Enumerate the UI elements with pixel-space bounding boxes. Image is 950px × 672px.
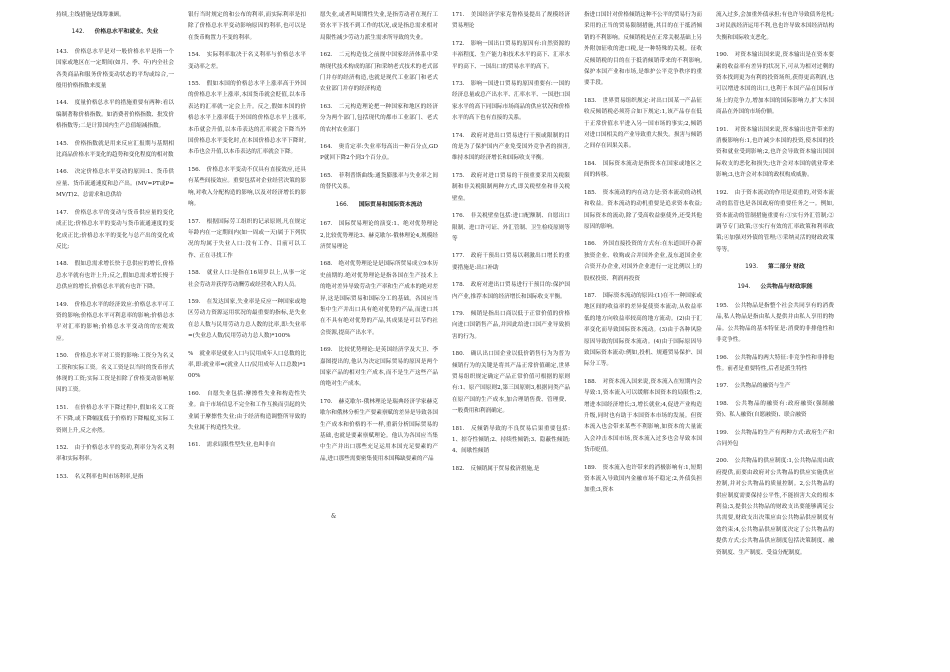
text-column-3 [320, 10, 438, 672]
paragraph-text: 对资本输出国来说,资本输出是在资本要素的收益率有差异的状况下,可从为相对过剩的资本找到更为有利的投资场所,获得更高利润,也可以增进本国的出口,也利于本国产品在国际市场上的竞争力,增加本国的国际影响力,扩大本国商品在外国的市场份额。 [716, 52, 834, 116]
paragraph-text: 第二部分 财政 [768, 264, 805, 271]
paragraph-number: 162. [320, 52, 333, 59]
paragraph-text: 确认出口国企业以低价销售行为为普为倾销行为的关键是将其产品正常价值确定,世界贸易组织规定确定产品正常价值可根据的原则有:1、原产国原则2,第三国原则3,根据同类产品在原产国的生产成本,加合理销售费、管理费、一般费用和利润确定。 [452, 351, 570, 415]
paragraph-text: 世界贸易组织规定:对出口国某一产品征收反倾销税必须符合如下规定:1,该产品存在低于正常价值水平进入另一国市场的事实;2,倾销对进口国相关的产业导致重大损失。损害与倾销之间存在因果关系。 [584, 97, 702, 150]
text-column-4 [452, 10, 570, 672]
paragraph-number: 164. [320, 144, 333, 151]
paragraph-text: 由于价格总水平的变动,利率分为名义利率和实际利率。 [56, 445, 174, 463]
numbered-paragraph [188, 79, 306, 159]
numbered-paragraph [452, 251, 570, 274]
numbered-paragraph [188, 389, 306, 435]
numbered-paragraph [584, 463, 702, 497]
paragraph-number: 149. [56, 301, 69, 308]
paragraph-text: 美国经济学家克鲁格曼提出了规模经济贸易理论 [452, 12, 570, 30]
continued-paragraph [320, 10, 438, 44]
paragraph-number: 171. [452, 12, 465, 18]
numbered-paragraph [716, 125, 834, 182]
continued-paragraph [716, 10, 834, 44]
paragraph-number: 176. [452, 213, 465, 220]
paragraph-number: 197. [716, 383, 729, 390]
numbered-paragraph [188, 217, 306, 263]
paragraph-text: 菲利普斯曲线:通货膨胀率与失业率之间的替代关系。 [320, 172, 438, 191]
paragraph-text: 影响一国进口贸易的原因重要有:一国的经济总量或总产出水平、汇率水平、一国进口国家水平的高下同国际市场商品的供应状况和价格水平的高下也有直接的关系。 [452, 81, 570, 122]
paragraph-text: 绝对优势理论是是国际所贸易成立9本历史前期的.绝对优势理论是指各国在生产技术上的绝对差异导致劳动生产率和生产成本的绝对差异,这是国际贸易和国际分工的基础。各国应当集中生产并出口具有绝对优势的产品,而进口其在不具有绝对优势的产品,其成果是可以节约社会资源,提高产出水平。 [320, 261, 438, 336]
paragraph-number: 150. [56, 353, 69, 360]
paragraph-number: 167. [320, 221, 333, 228]
paragraph-number: 195. [716, 302, 729, 309]
numbered-paragraph [584, 291, 702, 371]
numbered-paragraph [320, 102, 438, 136]
paragraph-number: 196. [716, 354, 729, 361]
paragraph-text: 资本流入也许带来的消极影响有:1,短期资本流入导致国内金融市场不稳定;2,外债负担加重;3,资本 [584, 464, 702, 494]
numbered-paragraph [188, 268, 306, 291]
numbered-paragraph [584, 96, 702, 153]
numbered-paragraph [716, 353, 834, 376]
numbered-paragraph [584, 377, 702, 457]
paragraph-number: 184. [584, 160, 597, 167]
paragraph-text: 国际资本流动是指资本在国家或地区之间的转移。 [584, 160, 702, 179]
paragraph-number: 188. [584, 378, 597, 385]
paragraph-number: 151. [56, 404, 69, 411]
text-column-1 [56, 10, 174, 672]
paragraph-text: 价格总水平的变动与货币供应量的变化成正比;价格总水平的变动与货币流通速度的变化成正比;价格总水平的变化与总产出的变化成反比; [56, 209, 174, 250]
paragraph-text: 反倾销导致的不良贸易后果重要包括:1、掠夺性倾销;2、持续性倾销;3、隐蔽性倾销;4、间歇性倾销 [452, 425, 570, 455]
paragraph-text: 价格总水平的经济效应:价格总水平可工资的影响;价格总水平可利息率的影响;价格总水平对汇率的影响;价格总水平变动的的宏观效应。 [56, 301, 174, 342]
numbered-paragraph [56, 472, 174, 483]
numbered-paragraph [56, 167, 174, 201]
text-column-2 [188, 10, 306, 672]
numbered-paragraph [320, 397, 438, 465]
paragraph-number: 185. [584, 189, 597, 196]
paragraph-text: 决定价格总水平变动的原因:1、货币供应量、货币流通速度和总产出。(MV=PT或P=MV/T)2、总需求和总供给 [56, 169, 174, 199]
numbered-paragraph [56, 139, 174, 162]
paragraph-text: 价格总水平和就业、失业 [94, 29, 159, 36]
section-heading [716, 282, 834, 293]
paragraph-text: 公共物品与财政职能 [760, 283, 813, 290]
paragraph-number: 194. [737, 283, 751, 290]
paragraph-text: 奥肯定率:失业率每高出一种百分点,GDP就回下降2个到3个百分点。 [320, 144, 438, 162]
numbered-paragraph [452, 464, 570, 475]
paragraph-number: 178. [452, 282, 465, 289]
paragraph-text: 流入过多,会加重外债承担;有也许导致债务危机;3对民族经济运用不利,也也许导致本国经济结构失衡和国际收支恶化。 [716, 12, 834, 41]
paragraph-text: 价格总水平是对一般价格水平是指一个国家或地区在一定期间(如月、季、年)内全社会各类商品和服务价格变动状态的平均或综合,一般用价格指数来度量 [56, 48, 174, 90]
numbered-paragraph [56, 300, 174, 346]
text-column-6 [716, 10, 834, 672]
numbered-paragraph [716, 399, 834, 422]
paragraph-text: 对资本流入国来说,资本流入在短期内会导致:1,资本流入可以缓解本国资本的局限性;2,增进本国经济增长;3,增长就业;4,促进产业构造升级,同时也有助于本国资本市场的发展。但资本流入也会带来某些不利影响,如资本的大量流入会冲击本国市场,资本流入过多也会导致本国货币贬值。 [584, 378, 702, 454]
numbered-paragraph [188, 50, 306, 73]
paragraph-text: 价格总水平变动不仅具有直接效应,还具有某些间接效应。重要包括对企业经营决策的影响,对收入分配构造的影响,以及对经济增长的影响。 [188, 166, 306, 208]
paragraph-number: 177. [452, 253, 465, 260]
paragraph-text: 实际利率取决于名义利率与价格总水平变动率之差。 [188, 52, 306, 70]
section-heading [716, 262, 834, 273]
paragraph-number: 170. [320, 398, 333, 405]
paragraph-text: 就业人口:是指在16周岁以上,从事一定社会劳动并获得劳动酬劳或经营收入的人员。 [188, 270, 306, 288]
paragraph-text: 对资本输出国来说,资本输出也许带来的消极影响有:1,也许减少本国的投资,使本国的投资和就业受到影响;2,也许会导致资本输出国国际收支的恶化和损失;也许会对本国的就业带来影响;3,也许会对本国的政权构成威胁。 [716, 126, 834, 179]
paragraph-text: 资本流动的内在动力是:资本流动的动机和收益。资本流动的动机重要是追求资本收益;国际资本的流动,除了受高收益驱使外,还受其他原因的影响。 [584, 189, 702, 230]
paragraph-text: 需求局限性型失业,也叫非自 [206, 442, 276, 449]
paragraph-text: 指进口国针对价格倾销这种不公平的贸易行为而采用的正当的贸易限制措施,其目的在于抵消倾销的不利影响。反倾销税是在正常关税基础上另外附加征收的进口税,是一种特殊的关税。征收反倾销税的目的在于抵消倾销带来的不利影响,保护本国产业和市场,是维护公平竞争秩序的重要手段。 [584, 12, 702, 87]
paragraph-text: 二元构造伎之前规中国家经济体系中采纳现代技术构成的部门和采纳老式技术的老式部门并存的经济构造,也就是现代工业部门和老式农业部门并存的经济构造 [320, 52, 438, 93]
paragraph-number: 146. [56, 169, 69, 176]
paragraph-text: 假如本国的价格总水平上涨率高于外国的价格总水平上涨率,本国货币就会贬值,以本币表达的汇率就一定会上升。反之,假如本国的价格总水平上涨率低于外国的价格总水平上涨率,本币就会升值,以本币表达的汇率就会下降当外国价格总水平变化时,在本国价格总水平下降时,本币也会升值,以本币表达的汇率就会下降。 [188, 81, 306, 156]
numbered-paragraph [452, 211, 570, 245]
paragraph-text: 在价格总水平下降过程中,假如名义工资不下降,或下降幅度低于价格的下降幅度,实际工资则上升,反之亦然。 [56, 404, 174, 434]
paragraph-number: 165. [320, 172, 333, 179]
paragraph-number: 142. [71, 29, 85, 36]
paragraph-number: 157. [188, 218, 201, 225]
numbered-paragraph [188, 440, 306, 451]
paragraph-text: 自愿失业包括:摩擦性失业和构造性失业。由于市场信息不完全和工作互换而引起的失业属于摩擦性失业;由于经济构造调整所导致的失业属于构造性失业。 [188, 390, 306, 431]
paragraph-number: 173. [452, 81, 465, 88]
numbered-paragraph [320, 345, 438, 391]
numbered-paragraph [584, 239, 702, 285]
paragraph-number: 200. [716, 458, 729, 465]
paragraph-number: 161. [188, 442, 201, 449]
numbered-paragraph [320, 171, 438, 194]
paragraph-text: 就业率是就业人口与民用成年人口总数的比率,即:就业率=(就业人口/民用成年人口总数)*100% [188, 350, 306, 380]
paragraph-number: 175. [452, 172, 465, 179]
paragraph-number: 153. [56, 473, 69, 480]
paragraph-text: 公共物品的供应制度:1,公共物品需由政府提供,而要由政府对公共物品的供应实施供应控制,并对公共物品的质量控制。2,公共物品的供应制度需要保持公平性,不能损害大众的根本利益;3,提供公共物品的财政支出要能够满足公共需要,财政支出决策应由公共物品供应制度有效约束;4,公共物品供应制度决定了公共物品的提供方式;公共物品供应制度包括决策制度、融资制度、生产制度、受益分配制度。 [716, 458, 834, 556]
numbered-paragraph [452, 309, 570, 343]
numbered-paragraph [452, 131, 570, 165]
paragraph-text: 外国直接投资的方式有:在东道国开办新独资企业、收购或合并国外企业,及东道国企业合资开办企业,对国外企业进行一定比例以上的股权投资、利润再投资 [584, 241, 702, 282]
paragraph-number: 147. [56, 209, 69, 216]
paragraph-number: 199. [716, 429, 729, 436]
paragraph-text: 愿失业,或者叫周期性失业,是指劳动者在现行工资水平下找不到工作的状况,或是指总需求相对局限性减少劳动力派生需求所导致的失业。 [320, 12, 438, 41]
continued-paragraph [584, 10, 702, 90]
paragraph-text: 国际贸易理论的演变:1、绝对优势理论2,比较优势理论3、赫克歇尔-俄林理论4,规模经济贸易理论 [320, 221, 438, 250]
paragraph-text: 公共物品的融资与生产 [734, 383, 791, 390]
paragraph-text: 价格总水平对工资的影响:工资分为名义工资和实际工资。名义工资是以当时的货币形式体现的工资;实际工资是扣除了价格变动影响原因的工资。 [56, 353, 174, 394]
paragraph-number: 183. [584, 97, 597, 104]
paragraph-text: 公共物品的两大特征:非竞争性和非排他性。前者是重要特性,后者是派生特性 [716, 354, 834, 372]
paragraph-text: 政府对进出口贸易进行干预目的:保护国内产业,推荐本国的经济增长和国际收支平衡。 [452, 282, 570, 300]
paragraph-number: 148. [56, 261, 69, 268]
paragraph-text: 银行当时规定的和公布的利率,而实际利率是扣除了价格总水平变动影响原因的利率,也可以是在货币购置力不变的利率。 [188, 12, 306, 41]
numbered-paragraph [452, 79, 570, 125]
paragraph-text: 二元构造理论把一种国家和地区的经济分为两个部门,包括现代的都市工业部门、老式的农村农业部门 [320, 103, 438, 133]
paragraph-number: 179. [452, 310, 465, 317]
numbered-paragraph [716, 188, 834, 256]
numbered-paragraph [56, 443, 174, 466]
text-column-5 [584, 10, 702, 672]
paragraph-number: 152. [56, 445, 69, 451]
paragraph-text: 非关税壁垒包括:进口配额制、自愿出口限制、进口许可证、外汇管制、卫生检疫原则等等 [452, 213, 570, 242]
paragraph-text: 反倾销属于贸易救济措施,是 [470, 465, 540, 472]
continued-paragraph [188, 10, 306, 44]
numbered-paragraph [452, 10, 570, 33]
paragraph-number: 160. [188, 390, 201, 397]
numbered-paragraph [716, 381, 834, 392]
paragraph-text: 政府对进出口贸易进行干预或限制的目的是为了保护国内产业免受国外竞争者的损害,维持本国的经济增长和国际收支平衡。 [452, 132, 570, 162]
numbered-paragraph [584, 159, 702, 182]
continued-paragraph [56, 10, 174, 21]
paragraph-number: 156. [188, 166, 201, 173]
paragraph-number: 182. [452, 465, 465, 472]
paragraph-text: 假如总需求增长快于总供应的增长,价格总水平就有也许上升;反之,假如总需求增长慢于总供应的增长,价格总水平就有也许下降。 [56, 261, 174, 291]
numbered-paragraph [188, 165, 306, 211]
numbered-paragraph [320, 142, 438, 165]
numbered-paragraph [188, 297, 306, 343]
numbered-paragraph [452, 280, 570, 303]
paragraph-text: 政府干预出口贸易以刺激出口增长的重要措施是:出口补助 [452, 253, 570, 271]
numbered-paragraph [56, 403, 174, 437]
numbered-paragraph [56, 259, 174, 293]
numbered-paragraph [716, 456, 834, 559]
numbered-paragraph [320, 259, 438, 339]
numbered-paragraph [584, 188, 702, 234]
paragraph-text: 由于资本流动的作用是双重的,对资本流动的监管也是各国政府的重要任务之一。例如,资本流动的管制措施重要有:①实行外汇管制;②调节专门政策;③实行有效的汇率政策和利率政策;④加强对外债的管理;⑤采纳灵活的财政政策等等。 [716, 189, 834, 253]
paragraph-number: 158. [188, 270, 201, 277]
paragraph-number: 186. [584, 241, 597, 248]
section-heading [320, 200, 438, 211]
paragraph-number: 191. [716, 126, 729, 133]
paragraph-text: 公共物品的融资有:政府融资(强制融资)、私人融资(自愿融资)、联合融资 [716, 400, 834, 419]
paragraph-number: 159. [188, 298, 201, 305]
paragraph-text: 在发达国家,失业率是反应一种国家或地区劳动力资源运用状况的最重要的指标,是失业在总人数与民用劳动力总人数的比率,即:失业率=(失业总人数/民用劳动力总人数)*100% [188, 298, 306, 340]
paragraph-number: 189. [584, 464, 597, 471]
numbered-paragraph [452, 39, 570, 73]
paragraph-text: 根据国际劳工组织的记录原则,凡在规定年龄内在一定期间内(如一周或一天)属于下列状况的均属于失业人口:没有工作、目前可以工作、正在寻找工作 [188, 218, 306, 259]
paragraph-text: 名义利率也叫市场利率,是指 [74, 473, 144, 480]
paragraph-number: 145. [56, 140, 69, 147]
paragraph-number: % [188, 350, 194, 357]
paragraph-text: 国际资本流动的原因:(1)在不一种国家或地区间的收益率的差异促使资本流动,从收益率低的地方向收益率较高的地方流动。(2)由于汇率变化而导致国际资本流动。(3)由于各种风险原因导致的国际资本流动。(4)由于国际原因导致国际资本流动:例如,投机、规避贸易保护、国际分工等。 [584, 292, 702, 368]
paragraph-text: 国际贸易和国际资本流动 [358, 201, 423, 208]
numbered-paragraph [188, 349, 306, 383]
section-heading [56, 27, 174, 38]
paragraph-number: 144. [56, 100, 69, 107]
numbered-paragraph [56, 98, 174, 132]
numbered-paragraph [452, 171, 570, 205]
paragraph-text: 公共物品的生产有两种方式:政府生产和合同外包 [716, 429, 834, 447]
paragraph-number: 198. [716, 400, 729, 407]
paragraph-text: 度量价格总水平的措施重要有两种:看以编制著称价格指数。如消费者价格指数、批发价格指数等;二是计算国内生产总值缩减指数。 [56, 100, 174, 130]
binding-mark: & [331, 513, 337, 520]
paragraph-number: 187. [584, 292, 597, 299]
paragraph-number: 172. [452, 40, 465, 47]
numbered-paragraph [716, 50, 834, 118]
paragraph-text: 公共物品是指整个社会共同享有的消费品,私人物品是指由私人提供并由私人享用的物品。公共物品的基本特征是:消费的非排他性和非竞争性。 [716, 302, 834, 344]
paragraph-text: 价格指数就是用来反应汇报期与基期相比商品价格水平变化的趋势和变化程度的相对数 [56, 140, 174, 159]
numbered-paragraph [56, 351, 174, 397]
paragraph-text: 持续,主线措施是线筹兼顾。 [56, 12, 125, 18]
paragraph-number: 168. [320, 261, 333, 268]
numbered-paragraph [716, 301, 834, 347]
numbered-paragraph [452, 349, 570, 417]
paragraph-number: 163. [320, 103, 333, 110]
numbered-paragraph [716, 428, 834, 451]
numbered-paragraph [56, 47, 174, 93]
numbered-paragraph [452, 424, 570, 458]
numbered-paragraph [320, 50, 438, 96]
paragraph-number: 181. [452, 425, 465, 432]
paragraph-number: 166. [335, 201, 349, 208]
paragraph-text: 比较优势理论:是英国经济学及大卫、李嘉图提出的,他认为决定国际贸易的原因是两个国家产品的相对生产成本,而不是生产这些产品的绝对生产成本。 [320, 347, 438, 388]
paragraph-text: 影响一国出口贸易的原因有:自然资源的丰裕程度、生产能力和技术水平的高下、汇率水平的高下、一国出口的贸易水平的高下。 [452, 40, 570, 70]
paragraph-number: 192. [716, 189, 729, 196]
numbered-paragraph [56, 208, 174, 254]
paragraph-number: 143. [56, 48, 69, 55]
paragraph-text: 倾销是指出口商以低于正常价值的价格向进口国销售产品,并因此给进口国产业导致损害的行为。 [452, 310, 570, 340]
paragraph-number: 174. [452, 132, 465, 139]
numbered-paragraph [320, 219, 438, 253]
paragraph-number: 180. [452, 351, 465, 358]
paragraph-number: 169. [320, 347, 333, 354]
paragraph-text: 政府对进口贸易的干预重要采用关税限制和非关税限制两种方式,即关税壁垒和非关税壁垒。 [452, 172, 570, 202]
paragraph-number: 190. [716, 52, 729, 59]
paragraph-number: 155. [188, 81, 201, 88]
paragraph-number: 154. [188, 52, 201, 59]
paragraph-number: 193. [745, 264, 759, 271]
paragraph-text: 赫克歇尔-俄林理论是瑞典经济学家赫克歇尔和俄林分析生产要素禀赋的差异是导致各国生产成本和价格的不一样,重新分析国际贸易的基础,也就是要素禀赋理论。他认为各国应当集中生产并出口那些充足运用本国充足要素的产品,进口那些需要密集使用本国稀缺要素的产品 [320, 398, 438, 462]
